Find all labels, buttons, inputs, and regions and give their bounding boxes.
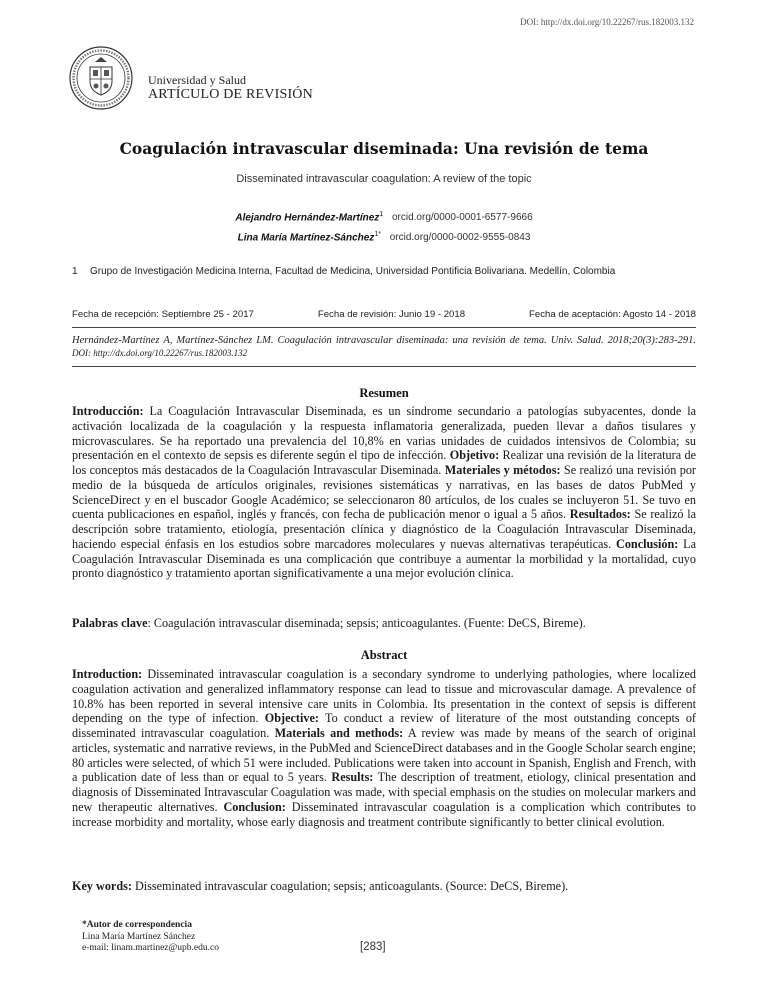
resumen-conclusion-text: La Coagulación Intravascular Diseminada es una complicación que contribuye a aumentar la morbilidad y la mortalidad, cuyo pronto diagnóstico y tratamiento aportan significativamente a una mejor evolución clínica. [72,536,697,581]
accepted-date: Fecha de aceptación: Agosto 14 - 2018 [529,309,696,320]
correspondence-label: *Autor de correspondencia [82,920,192,930]
resumen-intro-label: Introducción: [72,404,144,418]
resumen-heading: Resumen [359,386,409,400]
divider-top [72,327,696,328]
correspondence-name: Lina María Martínez Sánchez [82,931,196,942]
affiliation-number: 1 [72,266,78,277]
resumen-conclusion-label: Conclusión: [616,536,679,551]
palabras-clave-label: Palabras clave [72,616,148,630]
abstract-paragraph [72,667,696,829]
abstract-conclusion-text: Disseminated intravascular coagulation is a complication which contributes to increase morbidity and mortality, whose early diagnosis and treatment contribute significantly to better clinical evolution. [72,799,696,829]
university-seal-logo [68,45,134,111]
author-2-name: Lina María Martínez-Sánchez [237,232,375,244]
abstract-objective-label: Objective: [264,711,319,726]
citation [72,334,696,360]
abstract-methods-text: A review was made by means of the search of original articles, systematic and narrative reviews, in the PubMed and ScienceDirect databases and in the Google Scholar search engine; 80 articles were selected, of which 51 were included. Publications were taken into account in Spanish, English and French, with a publication date of less than or equal to 5 years. [72,726,696,785]
journal-name: Universidad y Salud [148,73,246,87]
resumen-paragraph [72,404,696,581]
article-dates [72,309,696,320]
citation-doi[interactable]: DOI: http://dx.doi.org/10.22267/rus.182003.132 [72,348,248,358]
journal-block [148,73,313,103]
abstract-intro-label: Introduction: [72,667,143,681]
author-1-sup: 1 [379,211,384,218]
resumen-objective-text: Realizar una revisión de la literatura de los conceptos más destacados de la Coagulación Intravascular Diseminada. [72,448,696,477]
resumen-methods-label: Materiales y métodos: [444,463,561,477]
page-number: [283] [360,941,386,953]
resumen-methods-text: Se realizó una revisión por medio de la búsqueda de artículos originales, revisiones sistemáticas y narrativas, en las bases de datos PubMed y ScienceDirect y en el buscador Google Académico; se seleccionaron 80 artículos, de los cuales se incluyeron 51. Se tuvo en cuenta publicaciones en español, inglés y francés, con fecha de publicación menor o igual a 5 años. [72,463,696,522]
resumen-results-label: Resultados: [569,507,631,522]
palabras-clave [72,616,696,631]
abstract-methods-label: Materials and methods: [274,726,404,740]
affiliation [72,266,615,277]
abstract-heading: Abstract [360,648,408,662]
resumen-intro-text: La Coagulación Intravascular Diseminada, es un síndrome secundario a patologías subyacentes, donde la activación localizada de la coagulación y la respuesta inflamatoria generalizada, pueden llevar a daños tisulares y microvasculares. Se ha reportado una prevalencia del 10,8% en varias unidades de cuidados intensivos de Colombia; su presentación en el contexto de sepsis es diferente según el tipo de infección. [72,404,696,463]
article-title: Coagulación intravascular diseminada: Una revisión de tema [119,139,649,158]
affiliation-text: Grupo de Investigación Medicina Interna, Facultad de Medicina, Universidad Pontificia Bolivariana. Medellín, Colombia [90,266,616,277]
resumen-results-text: Se realizó la descripción sobre tratamiento, etiología, presentación clínica y diagnóstico de la Coagulación Intravascular Diseminada, haciendo especial énfasis en los estudios sobre marcadores moleculares y nuevas alternativas terapéuticas. [72,507,696,551]
author-1-orcid[interactable]: orcid.org/0000-0001-6577-9666 [391,212,533,224]
section-label: ARTÍCULO DE REVISIÓN [148,87,313,102]
abstract-results-text: The description of treatment, etiology, clinical presentation and diagnosis of Disseminated Intravascular Coagulation was made, with special emphasis on the studies on molecular markers and new therapeutic alternatives. [72,770,696,814]
abstract-results-label: Results: [331,770,374,785]
abstract-objective-text: To conduct a review of literature of the most outstanding concepts of disseminated intravascular coagulation. [72,711,696,740]
author-2-sup: 1* [374,231,381,238]
key-words-text: Disseminated intravascular coagulation; sepsis; anticoagulants. (Source: DeCS, Bireme). [131,879,569,893]
abstract-intro-text: Disseminated intravascular coagulation is a secondary syndrome to underlying pathologies, where localized coagulation activation and generalized inflammatory response can lead to tissue and microvascular damage. A prevalence of 10.8% has been reported in several intensive care units in Colombia. Its presentation in the context of sepsis is different depending on the type of infection. [72,667,696,726]
revised-date: Fecha de revisión: Junio 19 - 2018 [317,309,466,320]
key-words [72,879,696,894]
author-2-orcid[interactable]: orcid.org/0000-0002-9555-0843 [389,232,531,244]
correspondence-block [82,920,219,955]
resumen-objective-label: Objetivo: [449,448,500,463]
correspondence-email[interactable]: e-mail: linam.martinez@upb.edu.co [82,943,219,954]
divider-bottom [72,366,696,367]
author-2 [0,231,768,243]
received-date: Fecha de recepción: Septiembre 25 - 2017 [72,309,254,320]
header-doi: DOI: http://dx.doi.org/10.22267/rus.182003.132 [520,17,694,27]
author-1 [0,211,768,223]
author-1-name: Alejandro Hernández-Martínez [235,212,380,224]
key-words-label: Key words: [72,879,132,893]
palabras-clave-text: : Coagulación intravascular diseminada; sepsis; anticoagulantes. (Fuente: DeCS, Bireme). [147,616,586,630]
citation-text: Hernández-Martínez A, Martínez-Sánchez LM. Coagulación intravascular diseminada: una revisión de tema. Univ. Salud. 2018;20(3):283-291. [72,335,696,346]
article-subtitle: Disseminated intravascular coagulation: A review of the topic [236,173,532,185]
abstract-conclusion-label: Conclusion: [223,799,286,814]
